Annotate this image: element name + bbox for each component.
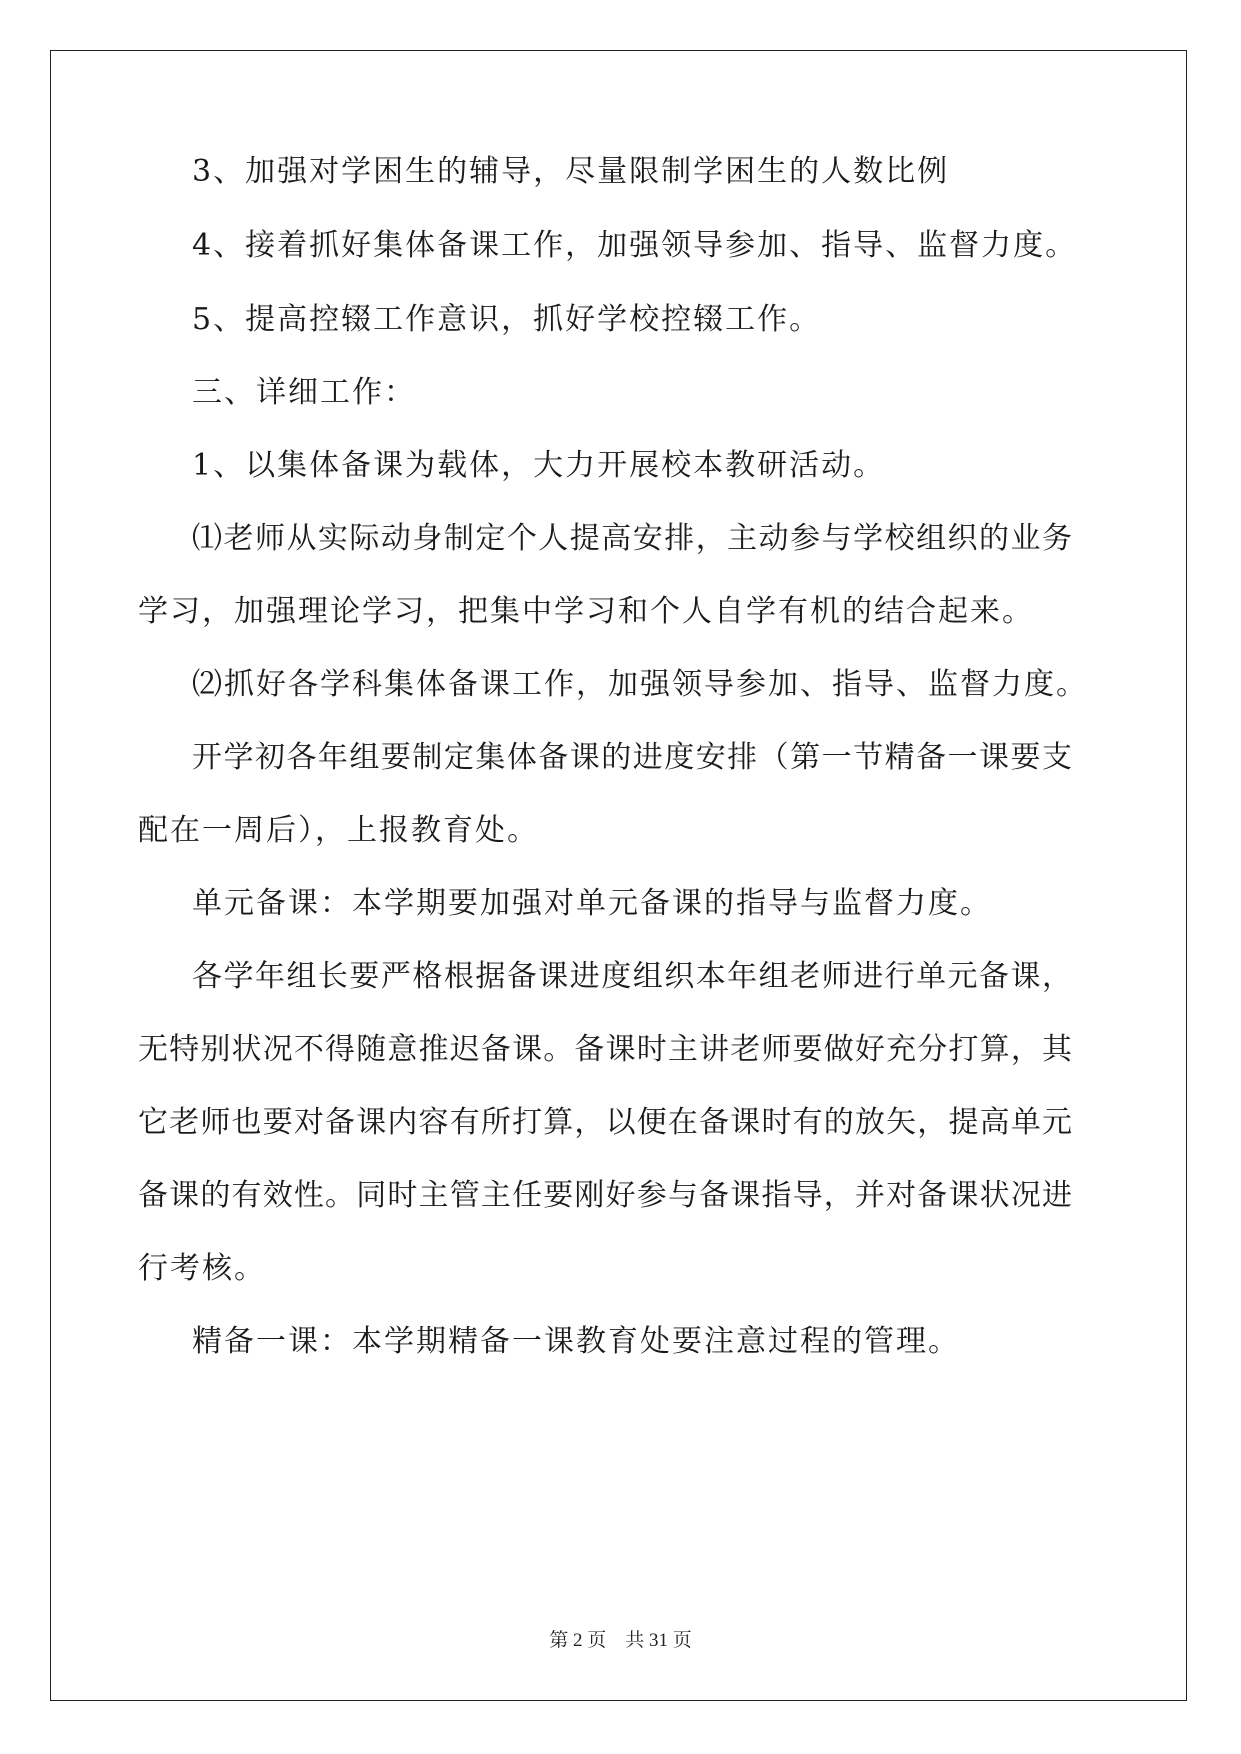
- paragraph-line-text: 备课的有效性。同时主管主任要刚好参与备课指导，并对备课状况进: [138, 1178, 1072, 1213]
- paragraph-line: [192, 519, 1072, 559]
- paragraph-line: 学习，加强理论学习，把集中学习和个人自学有机的结合起来。: [138, 594, 1034, 629]
- paragraph-line: 4、接着抓好集体备课工作，加强领导参加、指导、监督力度。: [192, 228, 1078, 263]
- paragraph-line-text: ⑴老师从实际动身制定个人提高安排，主动参与学校组织的业务: [192, 521, 1072, 556]
- paragraph-line: 单元备课：本学期要加强对单元备课的指导与监督力度。: [192, 886, 992, 921]
- paragraph-line: 1、以集体备课为载体，大力开展校本教研活动。: [192, 448, 886, 483]
- paragraph-line-text: 各学年组长要严格根据备课进度组织本年组老师进行单元备课，: [192, 959, 1072, 994]
- paragraph-line: 精备一课：本学期精备一课教育处要注意过程的管理。: [192, 1324, 960, 1359]
- paragraph-line: 3、加强对学困生的辅导，尽量限制学困生的人数比例: [192, 154, 950, 189]
- paragraph-line: [138, 1103, 1072, 1143]
- section-heading: 三、详细工作：: [192, 375, 416, 410]
- paragraph-line: [138, 1176, 1072, 1216]
- paragraph-line-text: 开学初各年组要制定集体备课的进度安排（第一节精备一课要支: [192, 740, 1072, 775]
- paragraph-line-text: 无特别状况不得随意推迟备课。备课时主讲老师要做好充分打算，其: [138, 1032, 1072, 1067]
- paragraph-line: ⑵抓好各学科集体备课工作，加强领导参加、指导、监督力度。: [192, 667, 1088, 702]
- paragraph-line: [192, 738, 1072, 778]
- page-number: 第 2 页 共 31 页: [549, 1630, 692, 1651]
- page-border: [50, 50, 1187, 1701]
- paragraph-line: 行考核。: [138, 1251, 266, 1286]
- paragraph-line: 5、提高控辍工作意识，抓好学校控辍工作。: [192, 302, 822, 337]
- page-footer: [0, 1629, 1241, 1653]
- paragraph-line: [138, 1030, 1072, 1070]
- paragraph-line-text: 它老师也要对备课内容有所打算，以便在备课时有的放矢，提高单元: [138, 1105, 1072, 1140]
- paragraph-line: [192, 957, 1072, 997]
- paragraph-line: 配在一周后），上报教育处。: [138, 813, 539, 848]
